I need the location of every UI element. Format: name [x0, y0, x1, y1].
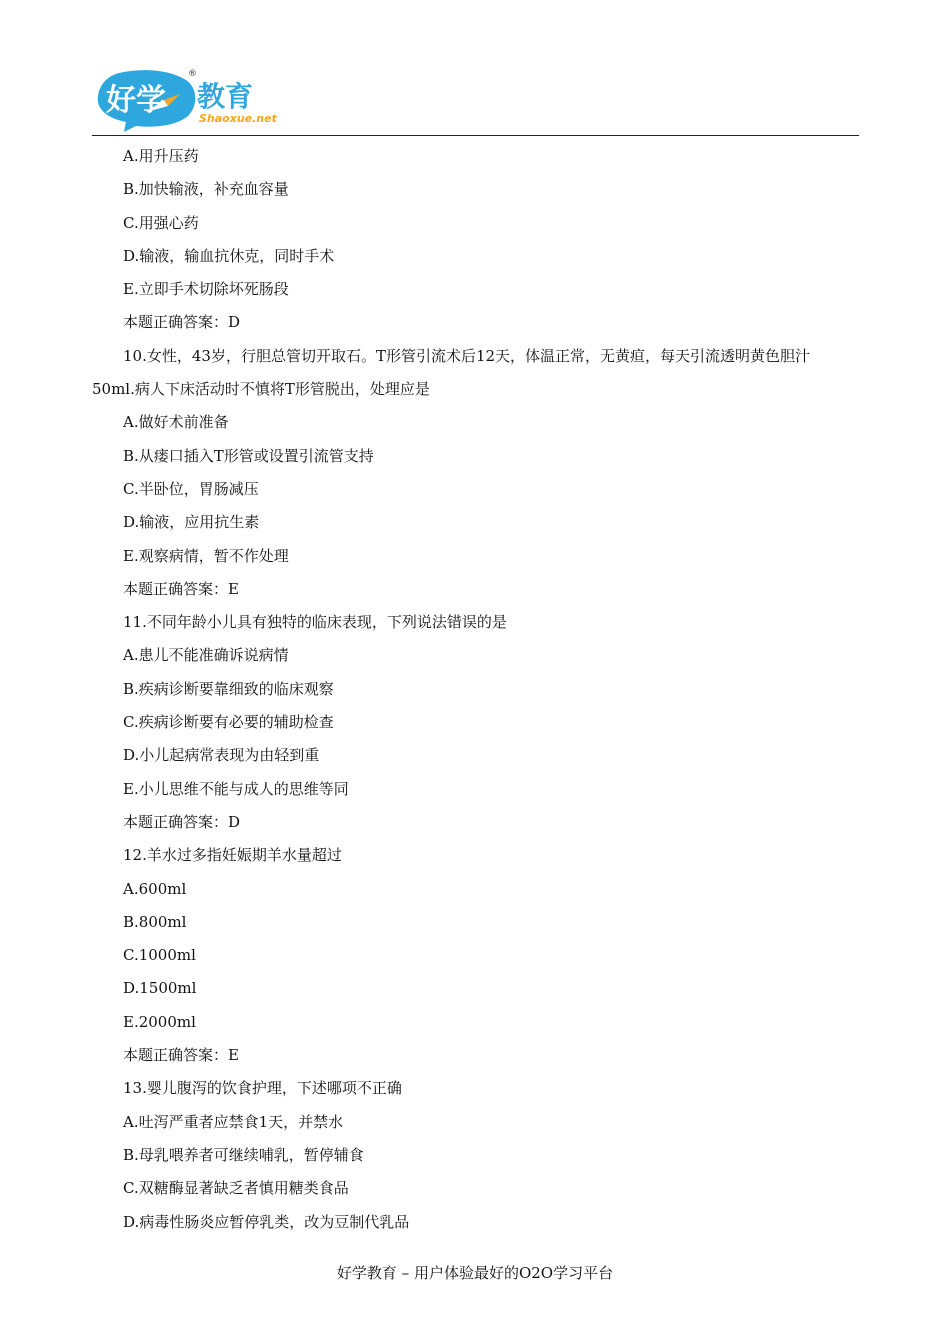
option-a: A.吐泻严重者应禁食1天，并禁水 — [123, 1112, 344, 1131]
option-d: D.输液，输血抗休克，同时手术 — [123, 246, 335, 265]
svg-text:Shaoxue.net: Shaoxue.net — [199, 112, 277, 125]
svg-text:®: ® — [188, 69, 197, 79]
option-b: B.从瘘口插入T形管或设置引流管支持 — [123, 446, 374, 465]
svg-text:好学: 好学 — [106, 83, 166, 118]
option-d: D.病毒性肠炎应暂停乳类，改为豆制代乳品 — [123, 1212, 410, 1231]
option-c: C.1000ml — [123, 946, 196, 965]
answer: 本题正确答案：E — [123, 1046, 239, 1065]
question-10: 10.女性，43岁，行胆总管切开取石。T形管引流术后12天，体温正常，无黄疸，每天引流透明黄色胆汁 — [123, 346, 811, 365]
option-b: B.800ml — [123, 912, 187, 931]
option-a: A.600ml — [123, 879, 187, 898]
header-rule — [92, 135, 859, 136]
option-e: E.小儿思维不能与成人的思维等同 — [123, 779, 349, 798]
haoxue-logo-icon — [94, 66, 284, 132]
option-d: D.1500ml — [123, 979, 197, 998]
option-c: C.用强心药 — [123, 213, 199, 232]
page-footer: 好学教育 – 用户体验最好的O2O学习平台 — [336, 1264, 614, 1282]
option-b: B.母乳喂养者可继续哺乳，暂停辅食 — [123, 1145, 364, 1164]
option-a: A.做好术前准备 — [123, 413, 229, 432]
question-10-continued: 50ml.病人下床活动时不慎将T形管脱出，处理应是 — [92, 380, 430, 399]
answer: 本题正确答案：D — [123, 812, 241, 831]
option-c: C.疾病诊断要有必要的辅助检查 — [123, 713, 334, 732]
option-c: C.双糖酶显著缺乏者慎用糖类食品 — [123, 1179, 349, 1198]
question-11: 11.不同年龄小儿具有独特的临床表现，下列说法错误的是 — [123, 613, 507, 632]
option-e: E.观察病情，暂不作处理 — [123, 546, 289, 565]
option-b: B.疾病诊断要靠细致的临床观察 — [123, 679, 334, 698]
question-13: 13.婴儿腹泻的饮食护理，下述哪项不正确 — [123, 1079, 402, 1098]
answer: 本题正确答案：E — [123, 579, 239, 598]
option-a: A.患儿不能准确诉说病情 — [123, 646, 289, 665]
option-d: D.输液，应用抗生素 — [123, 513, 260, 532]
option-a: A.用升压药 — [123, 147, 199, 165]
document-body — [92, 140, 862, 1239]
answer: 本题正确答案：D — [123, 313, 241, 332]
option-e: E.立即手术切除坏死肠段 — [123, 280, 289, 299]
svg-text:教育: 教育 — [197, 80, 254, 113]
option-c: C.半卧位，胃肠减压 — [123, 479, 259, 498]
option-b: B.加快输液，补充血容量 — [123, 180, 289, 199]
question-12: 12.羊水过多指妊娠期羊水量超过 — [123, 846, 342, 865]
option-d: D.小儿起病常表现为由轻到重 — [123, 746, 320, 765]
option-e: E.2000ml — [123, 1012, 196, 1031]
logo — [94, 66, 284, 132]
